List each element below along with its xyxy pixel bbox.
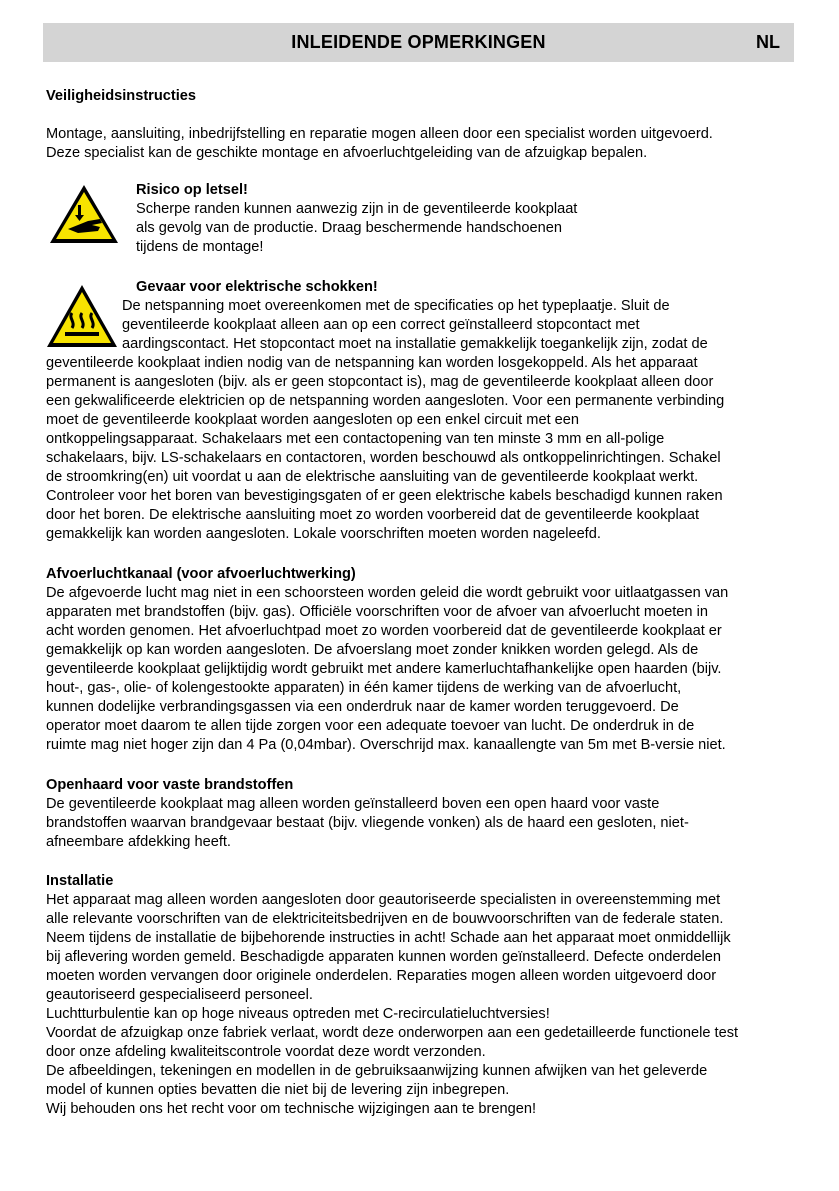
installation-heading: Installatie [46, 873, 114, 889]
exhaust-heading: Afvoerluchtkanaal (voor afvoerluchtwerking) [46, 566, 356, 582]
electric-indented-line: aardingscontact. Het stopcontact moet na installatie gemakkelijk toegankelijk zijn, zodat de [122, 336, 708, 352]
exhaust-line: geventileerde kookplaat gelijktijdig wordt gebruikt met andere kamerluchtafhankelijke open haarden (bijv. [46, 661, 722, 677]
injury-line: Scherpe randen kunnen aanwezig zijn in de geventileerde kookplaat [136, 201, 578, 217]
electric-line: Controleer voor het boren van bevestigingsgaten of er geen elektrische kabels beschadigd kunnen raken [46, 488, 723, 504]
electric-title: Gevaar voor elektrische schokken! [136, 279, 378, 295]
language-code: NL [756, 32, 780, 52]
exhaust-line: kunnen dodelijke verbrandingsgassen via een onderdruk naar de kamer worden teruggevoerd. De [46, 699, 679, 715]
exhaust-line: ruimte mag niet hoger zijn dan 4 Pa (0,04mbar). Overschrijd max. kanaallengte van 5m met B-versie niet. [46, 737, 726, 753]
section-header-bar [43, 23, 794, 62]
installation-line: Voordat de afzuigkap onze fabriek verlaat, wordt deze onderworpen aan een gedetailleerde functionele test [46, 1025, 739, 1041]
page-title: INLEIDENDE OPMERKINGEN [291, 32, 546, 52]
installation-line: Neem tijdens de installatie de bijbehorende instructies in acht! Schade aan het apparaat moet onmiddellijk [46, 930, 731, 946]
injury-title: Risico op letsel! [136, 182, 248, 198]
electric-line: geventileerde kookplaat indien nodig van de netspanning kan worden losgekoppeld. Als het apparaat [46, 355, 698, 371]
injury-warning [136, 181, 736, 257]
injury-line: tijdens de montage! [136, 239, 264, 255]
electric-line: permanent is aangesloten (bijv. als er geen stopcontact is), mag de geventileerde kookplaat alleen door [46, 374, 714, 390]
electric-line: ontkoppelingsapparaat. Schakelaars met een contactopening van ten minste 3 mm en all-polige [46, 431, 665, 447]
electric-line: de stroomkring(en) uit voordat u aan de elektrische aansluiting van de geventileerde kookplaat werkt. [46, 469, 699, 485]
electric-line: een gekwalificeerde elektricien op de netspanning worden aangesloten. Voor een permanente verbinding [46, 393, 725, 409]
electric-indented-line: geventileerde kookplaat alleen aan op een correct geïnstalleerd stopcontact met [122, 317, 640, 333]
exhaust-section [46, 565, 806, 755]
electric-indented-line: De netspanning moet overeenkomen met de specificaties op het typeplaatje. Sluit de [122, 298, 670, 314]
installation-line: alle relevante voorschriften van de elektriciteitsbedrijven en de bouwvoorschriften van de federale staten. [46, 911, 724, 927]
fireplace-line: brandstoffen waarvan brandgevaar bestaat (bijv. vliegende vonken) als de haard een gesloten, niet- [46, 815, 689, 831]
hot-surface-warning-icon [45, 283, 119, 349]
installation-line: geautoriseerd gespecialiseerd personeel. [46, 987, 313, 1003]
electric-body [46, 354, 806, 544]
exhaust-line: apparaten met brandstoffen (bijv. gas). Officiële voorschriften voor de afvoer van afvoerlucht moeten in [46, 604, 708, 620]
installation-line: door onze afdeling kwaliteitscontrole voordat deze wordt verzonden. [46, 1044, 486, 1060]
fireplace-heading: Openhaard voor vaste brandstoffen [46, 777, 294, 793]
electric-indented [122, 297, 812, 354]
fireplace-section [46, 776, 806, 852]
safety-section [46, 87, 806, 163]
electric-line: moet de geventileerde kookplaat worden aangesloten op een enkel circuit met een [46, 412, 580, 428]
safety-heading: Veiligheidsinstructies [46, 88, 197, 104]
electric-line: schakelaars, bijv. LS-schakelaars en contactoren, worden beschouwd als ontkoppelinrichtingen. Schakel [46, 450, 721, 466]
installation-line: model of kunnen opties bevatten die niet bij de levering zijn inbegrepen. [46, 1082, 510, 1098]
hand-cut-warning-icon [48, 183, 120, 245]
injury-line: als gevolg van de productie. Draag beschermende handschoenen [136, 220, 562, 236]
installation-section [46, 872, 806, 1119]
installation-line: Wij behouden ons het recht voor om technische wijzigingen aan te brengen! [46, 1101, 537, 1117]
fireplace-line: De geventileerde kookplaat mag alleen worden geïnstalleerd boven een open haard voor vaste [46, 796, 660, 812]
installation-line: moeten worden vervangen door originele onderdelen. Reparaties mogen alleen worden uitgevoerd door [46, 968, 717, 984]
exhaust-line: operator moet daarom te allen tijde zorgen voor een adequate toevoer van lucht. De onderdruk in de [46, 718, 695, 734]
exhaust-line: De afgevoerde lucht mag niet in een schoorsteen worden geleid die wordt gebruikt voor uitlaatgassen van [46, 585, 729, 601]
electric-line: door het boren. De elektrische aansluiting moet zo worden voorbereid dat de geventileerde kookplaat [46, 507, 700, 523]
exhaust-line: acht worden genomen. Het afvoerluchtpad moet zo worden voorbereid dat de geventileerde kookplaat er [46, 623, 722, 639]
fireplace-line: afneembare afdekking heeft. [46, 834, 231, 850]
exhaust-line: gemakkelijk op kan worden aangesloten. De afvoerslang moet zonder knikken worden gelegd. Als de [46, 642, 699, 658]
safety-intro-line: Montage, aansluiting, inbedrijfstelling en reparatie mogen alleen door een specialist worden uitgevoerd. [46, 126, 713, 142]
installation-line: bij aflevering worden gemeld. Beschadigde apparaten kunnen worden geïnstalleerd. Defecte onderdelen [46, 949, 722, 965]
installation-line: Luchtturbulentie kan op hoge niveaus optreden met C-recirculatieluchtversies! [46, 1006, 550, 1022]
exhaust-line: hout-, gas-, olie- of kolengestookte apparaten) in één kamer tijdens de werking van de afvoerlucht, [46, 680, 682, 696]
installation-line: De afbeeldingen, tekeningen en modellen in de gebruiksaanwijzing kunnen afwijken van het geleverde [46, 1063, 708, 1079]
installation-line: Het apparaat mag alleen worden aangesloten door geautoriseerde specialisten in overeenstemming met [46, 892, 721, 908]
electric-line: gemakkelijk kan worden aangesloten. Lokale voorschriften moeten worden nageleefd. [46, 526, 601, 542]
safety-intro-line: Deze specialist kan de geschikte montage en afvoerluchtgeleiding van de afzuigkap bepalen. [46, 145, 648, 161]
